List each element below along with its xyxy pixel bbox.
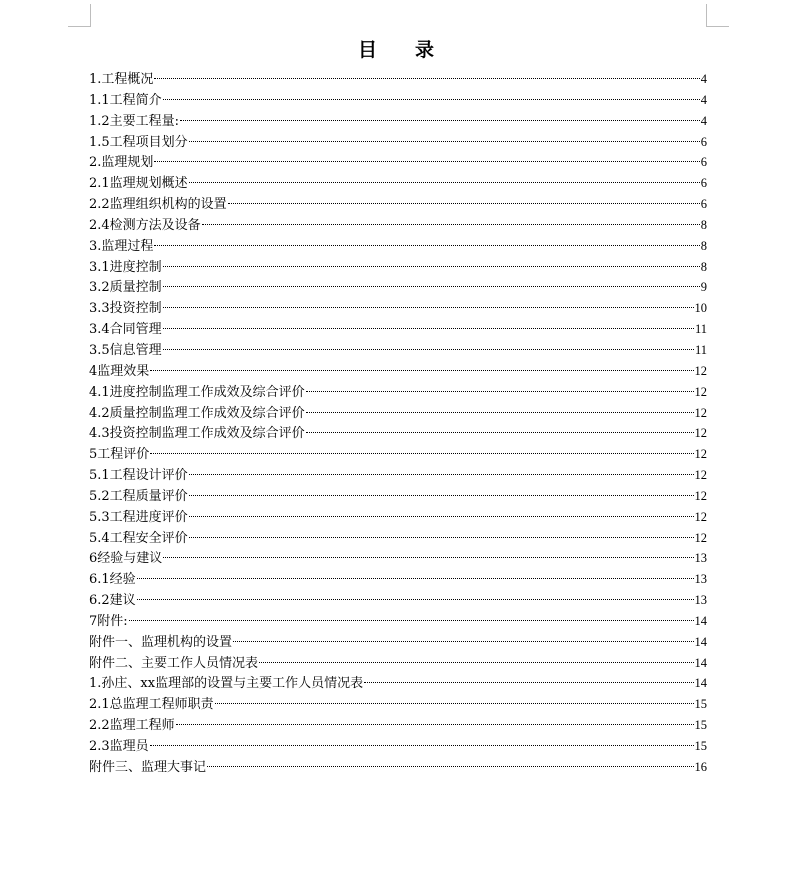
toc-dot-leader bbox=[180, 120, 700, 121]
toc-dot-leader bbox=[163, 328, 694, 329]
toc-page-number[interactable]: 12 bbox=[694, 426, 707, 441]
toc-dot-leader bbox=[364, 682, 693, 683]
toc-entry-text[interactable]: 1.2主要工程量: bbox=[89, 113, 180, 129]
toc-entry[interactable] bbox=[89, 319, 707, 340]
toc-dot-leader bbox=[137, 578, 694, 579]
toc-entry-text[interactable]: 2.4检测方法及设备 bbox=[89, 217, 201, 233]
toc-dot-leader bbox=[176, 724, 694, 725]
toc-entry[interactable] bbox=[89, 152, 707, 173]
toc-entry-text[interactable]: 2.3监理员 bbox=[89, 739, 149, 754]
toc-page-number[interactable]: 12 bbox=[694, 384, 707, 399]
toc-entry-text[interactable]: 4.2质量控制监理工作成效及综合评价 bbox=[89, 405, 305, 421]
toc-entry-text[interactable]: 5.4工程安全评价 bbox=[89, 530, 188, 546]
toc-page-number[interactable]: 12 bbox=[694, 488, 707, 503]
toc-page-number[interactable]: 15 bbox=[694, 718, 707, 733]
toc-entry[interactable] bbox=[89, 757, 707, 778]
toc-page-number[interactable]: 6 bbox=[700, 134, 707, 149]
toc-entry-text[interactable]: 附件二、主要工作人员情况表 bbox=[89, 655, 259, 671]
toc-entry[interactable] bbox=[89, 277, 707, 298]
toc-entry[interactable] bbox=[89, 548, 707, 569]
toc-entry-text[interactable]: 1.孙庄、xx监理部的设置与主要工作人员情况表 bbox=[89, 676, 364, 692]
toc-entry[interactable] bbox=[89, 673, 707, 694]
toc-page-number[interactable]: 12 bbox=[694, 363, 707, 378]
toc-entry[interactable] bbox=[89, 465, 707, 486]
toc-entry[interactable] bbox=[89, 340, 707, 361]
toc-entry-text[interactable]: 3.监理过程 bbox=[89, 238, 154, 254]
toc-page-number[interactable]: 14 bbox=[694, 613, 707, 628]
toc-entry[interactable] bbox=[89, 194, 707, 215]
toc-entry-text[interactable]: 1.5工程项目划分 bbox=[89, 134, 188, 150]
toc-dot-leader bbox=[150, 370, 693, 371]
toc-page-number[interactable]: 12 bbox=[694, 530, 707, 545]
toc-dot-leader bbox=[163, 286, 700, 287]
toc-page-number[interactable]: 6 bbox=[700, 176, 707, 191]
toc-entry-text[interactable]: 7附件: bbox=[89, 613, 128, 629]
toc-entry-text[interactable]: 2.监理规划 bbox=[89, 155, 154, 171]
toc-entry-text[interactable]: 5.1工程设计评价 bbox=[89, 468, 188, 484]
toc-entry-text[interactable]: 2.2监理工程师 bbox=[89, 718, 175, 734]
toc-entry-text[interactable]: 6.2建议 bbox=[89, 593, 136, 609]
toc-page-number[interactable]: 10 bbox=[694, 301, 707, 316]
toc-page-number[interactable]: 12 bbox=[694, 468, 707, 483]
toc-dot-leader bbox=[163, 307, 694, 308]
toc-entry-text[interactable]: 1.工程概况 bbox=[89, 72, 154, 87]
toc-entry-text[interactable]: 3.5信息管理 bbox=[89, 342, 162, 358]
toc-page-number[interactable]: 16 bbox=[694, 759, 707, 774]
crop-mark-top-right bbox=[706, 4, 729, 27]
toc-dot-leader bbox=[306, 391, 694, 392]
toc-dot-leader bbox=[150, 745, 694, 746]
toc-entry[interactable] bbox=[89, 236, 707, 257]
toc-dot-leader bbox=[189, 495, 694, 496]
toc-entry[interactable] bbox=[89, 444, 707, 465]
toc-dot-leader bbox=[233, 641, 693, 642]
toc-entry[interactable] bbox=[89, 173, 707, 194]
toc-dot-leader bbox=[189, 141, 700, 142]
toc-page-number[interactable]: 14 bbox=[694, 634, 707, 649]
toc-entry[interactable] bbox=[89, 111, 707, 132]
toc-dot-leader bbox=[306, 412, 694, 413]
toc-page-number[interactable]: 6 bbox=[700, 197, 707, 212]
toc-entry-text[interactable]: 2.2监理组织机构的设置 bbox=[89, 197, 227, 213]
toc-entry-text[interactable]: 5.2工程质量评价 bbox=[89, 488, 188, 504]
toc-page-number[interactable]: 4 bbox=[700, 72, 707, 86]
toc-page-number[interactable]: 11 bbox=[694, 342, 707, 357]
toc-dot-leader bbox=[150, 453, 693, 454]
toc-dot-leader bbox=[207, 766, 693, 767]
toc-page-number[interactable]: 12 bbox=[694, 447, 707, 462]
toc-entry-text[interactable]: 4监理效果 bbox=[89, 363, 150, 379]
toc-dot-leader bbox=[154, 78, 699, 79]
toc-page-number[interactable]: 4 bbox=[700, 113, 707, 128]
toc-dot-leader bbox=[154, 161, 699, 162]
crop-mark-top-left bbox=[68, 4, 91, 27]
toc-entry[interactable] bbox=[89, 69, 707, 90]
toc-entry-text[interactable]: 1.1工程简介 bbox=[89, 92, 162, 108]
toc-entry-text[interactable]: 6.1经验 bbox=[89, 572, 136, 588]
toc-title bbox=[0, 35, 792, 62]
toc-entry[interactable] bbox=[89, 528, 707, 549]
toc-entry[interactable] bbox=[89, 569, 707, 590]
toc-dot-leader bbox=[129, 620, 694, 621]
toc-dot-leader bbox=[189, 537, 694, 538]
toc-dot-leader bbox=[189, 474, 694, 475]
toc-entry[interactable] bbox=[89, 215, 707, 236]
toc-page-number[interactable]: 9 bbox=[700, 280, 707, 295]
toc-page-number[interactable]: 12 bbox=[694, 509, 707, 524]
toc-entry[interactable] bbox=[89, 382, 707, 403]
toc-dot-leader bbox=[228, 203, 700, 204]
toc-entry[interactable] bbox=[89, 715, 707, 736]
toc-dot-leader bbox=[137, 599, 694, 600]
toc-entry[interactable] bbox=[89, 361, 707, 382]
toc-dot-leader bbox=[259, 662, 693, 663]
toc-entry-text[interactable]: 2.1监理规划概述 bbox=[89, 176, 188, 192]
toc-entry[interactable] bbox=[89, 736, 707, 757]
toc-page-number[interactable]: 8 bbox=[700, 217, 707, 232]
toc-page-number[interactable]: 15 bbox=[694, 739, 707, 753]
toc-page-number[interactable]: 6 bbox=[700, 155, 707, 170]
toc-entry-text[interactable]: 4.1进度控制监理工作成效及综合评价 bbox=[89, 384, 305, 400]
toc-entry[interactable] bbox=[89, 257, 707, 278]
toc-entry[interactable] bbox=[89, 132, 707, 153]
toc-entry-text[interactable]: 3.2质量控制 bbox=[89, 280, 162, 296]
toc-entry[interactable] bbox=[89, 653, 707, 674]
toc-entry[interactable] bbox=[89, 90, 707, 111]
toc-title-char-1: 目 bbox=[357, 39, 377, 61]
toc-entry-text[interactable]: 3.4合同管理 bbox=[89, 322, 162, 338]
toc-page-number[interactable]: 15 bbox=[694, 697, 707, 712]
toc-entry-text[interactable]: 3.3投资控制 bbox=[89, 301, 162, 317]
toc-dot-leader bbox=[163, 349, 694, 350]
toc-entry[interactable] bbox=[89, 403, 707, 424]
toc-dot-leader bbox=[163, 266, 700, 267]
toc-dot-leader bbox=[163, 557, 693, 558]
toc-page-number[interactable]: 13 bbox=[694, 572, 707, 587]
toc-dot-leader bbox=[202, 224, 700, 225]
toc-page-number[interactable]: 8 bbox=[700, 238, 707, 253]
toc-entry[interactable] bbox=[89, 590, 707, 611]
toc-title-char-2: 录 bbox=[415, 39, 435, 61]
toc-page-number[interactable]: 12 bbox=[694, 405, 707, 420]
toc-entry-text[interactable]: 附件三、监理大事记 bbox=[89, 759, 207, 775]
toc-dot-leader bbox=[189, 182, 700, 183]
toc-page-number[interactable]: 8 bbox=[700, 259, 707, 274]
toc-entry[interactable] bbox=[89, 611, 707, 632]
toc-entry-text[interactable]: 4.3投资控制监理工作成效及综合评价 bbox=[89, 426, 305, 442]
toc-entry-text[interactable]: 5工程评价 bbox=[89, 447, 150, 463]
toc-dot-leader bbox=[163, 99, 700, 100]
toc-entry-text[interactable]: 2.1总监理工程师职责 bbox=[89, 697, 214, 713]
toc-page-number[interactable]: 13 bbox=[694, 551, 707, 566]
toc-entry[interactable] bbox=[89, 298, 707, 319]
toc-page-number[interactable]: 14 bbox=[694, 655, 707, 670]
toc-entry-text[interactable]: 附件一、监理机构的设置 bbox=[89, 634, 233, 650]
toc-page-number[interactable]: 13 bbox=[694, 593, 707, 608]
toc-entry[interactable] bbox=[89, 507, 707, 528]
toc-page-number[interactable]: 11 bbox=[694, 322, 707, 337]
toc-dot-leader bbox=[215, 703, 694, 704]
toc-dot-leader bbox=[306, 432, 694, 433]
toc-entry-text[interactable]: 5.3工程进度评价 bbox=[89, 509, 188, 525]
toc-entry[interactable] bbox=[89, 694, 707, 715]
toc-dot-leader bbox=[154, 245, 699, 246]
toc-entry-text[interactable]: 6经验与建议 bbox=[89, 551, 163, 567]
toc-entry-text[interactable]: 3.1进度控制 bbox=[89, 259, 162, 275]
toc-dot-leader bbox=[189, 516, 694, 517]
toc-page-number[interactable]: 4 bbox=[700, 92, 707, 107]
toc-entry[interactable] bbox=[89, 486, 707, 507]
toc-entry[interactable] bbox=[89, 423, 707, 444]
toc-entry[interactable] bbox=[89, 632, 707, 653]
toc-list bbox=[89, 69, 707, 778]
toc-page-number[interactable]: 14 bbox=[694, 676, 707, 691]
